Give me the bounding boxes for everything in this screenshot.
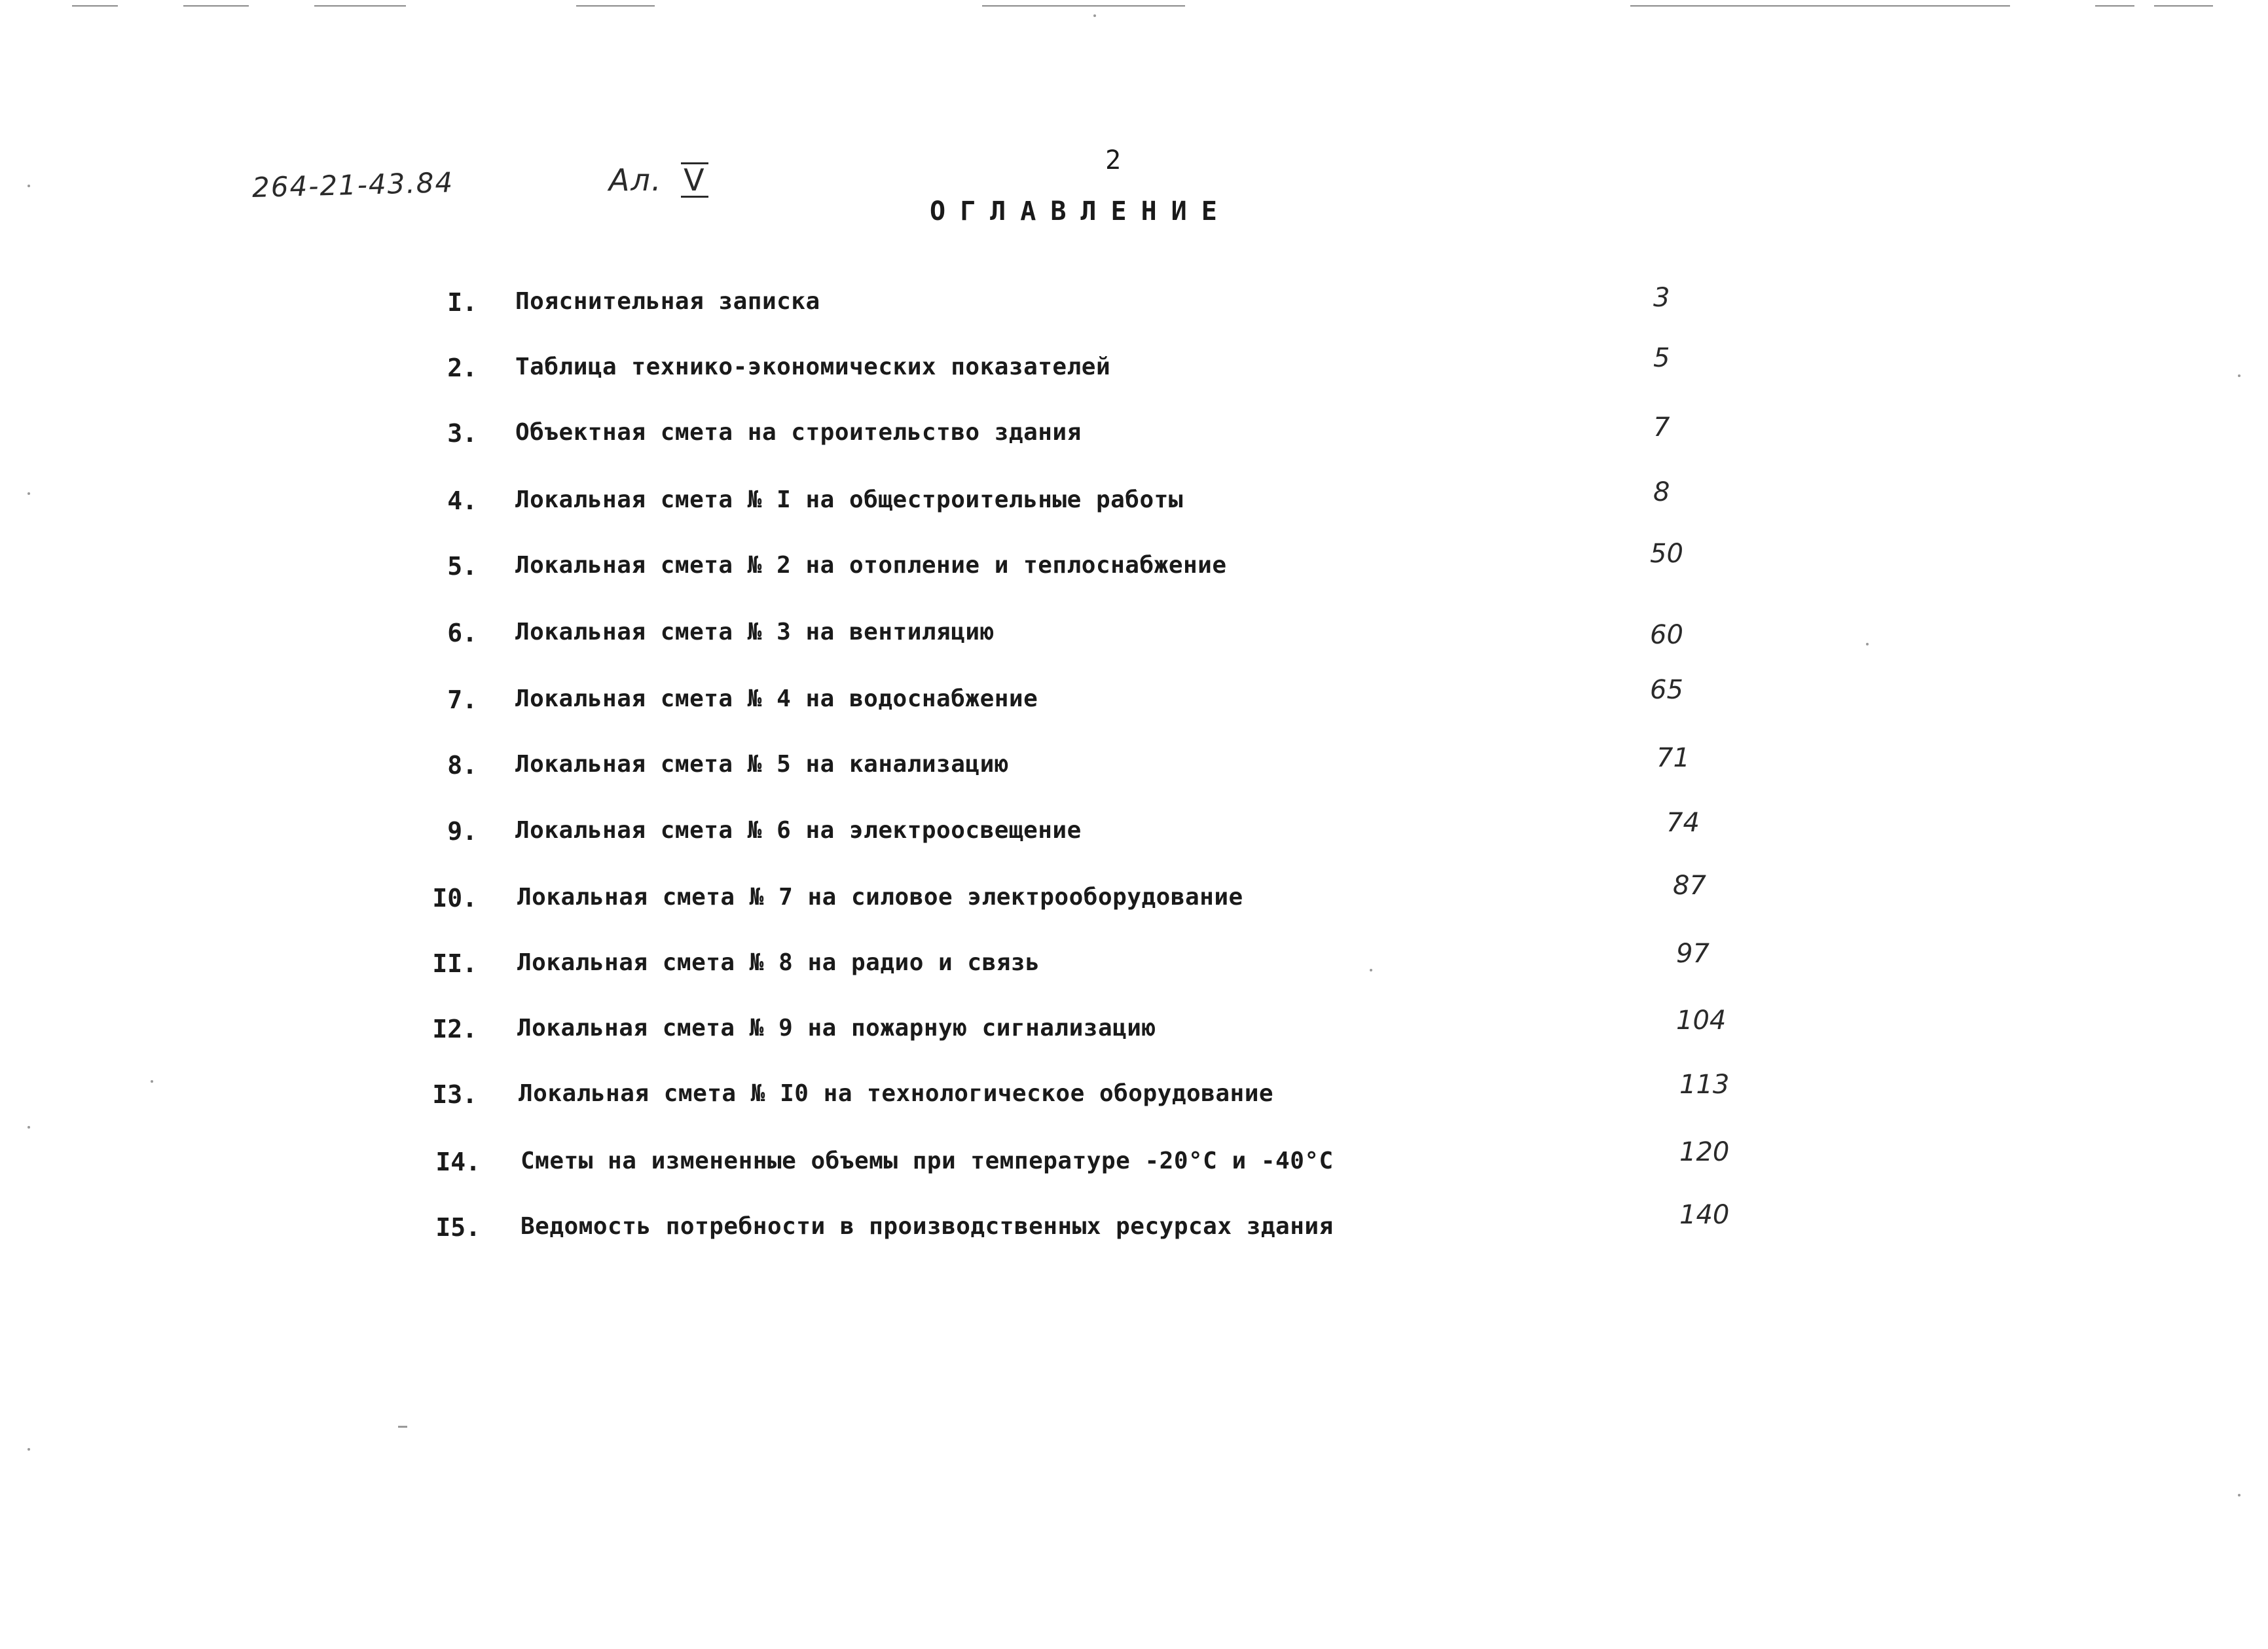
- page-number: 2: [1105, 145, 1122, 175]
- toc-item-title: Локальная смета № I на общестроительные работы: [515, 486, 1183, 513]
- list-item: [0, 871, 2268, 923]
- scan-artifact: [2154, 5, 2213, 7]
- toc-item-title: Локальная смета № I0 на технологическое оборудование: [519, 1080, 1274, 1107]
- toc-item-title: Сметы на измененные объемы при температуре -20°С и -40°С: [521, 1148, 1334, 1174]
- toc-item-title: Пояснительная записка: [515, 288, 820, 315]
- toc-item-number: 3.: [447, 419, 477, 448]
- toc-item-number: I5.: [435, 1213, 481, 1242]
- toc-item-number: I3.: [432, 1080, 477, 1109]
- toc-item-number: I0.: [432, 884, 477, 913]
- list-item: [0, 1006, 2268, 1054]
- scan-artifact: [1630, 5, 2010, 7]
- toc-item-page: 60: [1650, 620, 1683, 650]
- toc-item-number: 5.: [447, 552, 477, 581]
- page-title: ОГЛАВЛЕНИЕ: [930, 196, 1232, 227]
- list-item: [0, 283, 2268, 327]
- scan-artifact: [72, 5, 118, 7]
- toc-item-number: I4.: [435, 1148, 481, 1176]
- toc-item-page: 3: [1653, 283, 1670, 313]
- scan-speck: [27, 1448, 30, 1451]
- toc-item-title: Локальная смета № 6 на электроосвещение: [515, 817, 1082, 844]
- scan-artifact: [2095, 5, 2134, 7]
- scan-speck: [2238, 1494, 2241, 1496]
- document-code: 264-21-43.84: [251, 166, 454, 204]
- toc-item-title: Локальная смета № 7 на силовое электрооборудование: [517, 884, 1243, 911]
- toc-item-page: 8: [1653, 477, 1670, 507]
- toc-item-page: 120: [1679, 1137, 1730, 1167]
- list-item: [0, 343, 2268, 393]
- toc-item-number: 8.: [447, 751, 477, 780]
- toc-item-number: 9.: [447, 817, 477, 846]
- toc-item-number: 7.: [447, 685, 477, 714]
- toc-item-page: 87: [1673, 871, 1706, 901]
- scan-speck: [398, 1426, 407, 1428]
- list-item: [0, 808, 2268, 856]
- scan-artifact: [576, 5, 655, 7]
- album-number: V: [681, 162, 708, 198]
- toc-item-title: Таблица технико-экономических показателей: [515, 353, 1111, 380]
- list-item: [0, 1200, 2268, 1252]
- toc-item-page: 97: [1676, 939, 1710, 969]
- toc-item-number: II.: [432, 949, 477, 978]
- scan-artifact: [183, 5, 249, 7]
- toc-item-title: Объектная смета на строительство здания: [515, 419, 1082, 446]
- toc-item-page: 5: [1653, 343, 1670, 373]
- list-item: [0, 1137, 2268, 1187]
- toc-item-number: I2.: [432, 1015, 477, 1043]
- toc-item-title: Локальная смета № 2 на отопление и теплоснабжение: [515, 552, 1227, 579]
- toc-item-title: Локальная смета № 3 на вентиляцию: [515, 619, 995, 645]
- list-item: [0, 1070, 2268, 1119]
- toc-item-number: 2.: [447, 353, 477, 382]
- list-item: [0, 619, 2268, 658]
- toc-item-title: Локальная смета № 5 на канализацию: [515, 751, 1009, 778]
- toc-item-page: 104: [1676, 1006, 1727, 1036]
- list-item: [0, 939, 2268, 988]
- toc-item-title: Локальная смета № 8 на радио и связь: [517, 949, 1040, 976]
- list-item: [0, 412, 2268, 458]
- album-label: [609, 162, 708, 198]
- list-item: [0, 539, 2268, 591]
- scan-speck: [1093, 14, 1096, 17]
- toc-item-page: 50: [1650, 539, 1683, 569]
- toc-item-title: Локальная смета № 4 на водоснабжение: [515, 685, 1038, 712]
- toc-item-page: 113: [1679, 1070, 1730, 1100]
- toc-item-page: 71: [1656, 743, 1690, 773]
- list-item: [0, 477, 2268, 526]
- toc-item-number: 4.: [447, 486, 477, 515]
- scan-speck: [27, 1126, 30, 1129]
- list-item: [0, 743, 2268, 790]
- scan-artifact: [982, 5, 1185, 7]
- scan-artifact: [314, 5, 406, 7]
- list-item: [0, 675, 2268, 725]
- toc-item-title: Ведомость потребности в производственных ресурсах здания: [521, 1213, 1334, 1240]
- toc-item-page: 7: [1653, 412, 1670, 443]
- toc-item-page: 65: [1650, 675, 1683, 705]
- album-prefix: Ал.: [609, 162, 663, 198]
- toc-item-number: 6.: [447, 619, 477, 647]
- toc-item-title: Локальная смета № 9 на пожарную сигнализацию: [517, 1015, 1156, 1042]
- toc-item-number: I.: [447, 288, 477, 317]
- toc-item-page: 140: [1679, 1200, 1730, 1230]
- scan-speck: [27, 185, 30, 187]
- toc-item-page: 74: [1666, 808, 1700, 838]
